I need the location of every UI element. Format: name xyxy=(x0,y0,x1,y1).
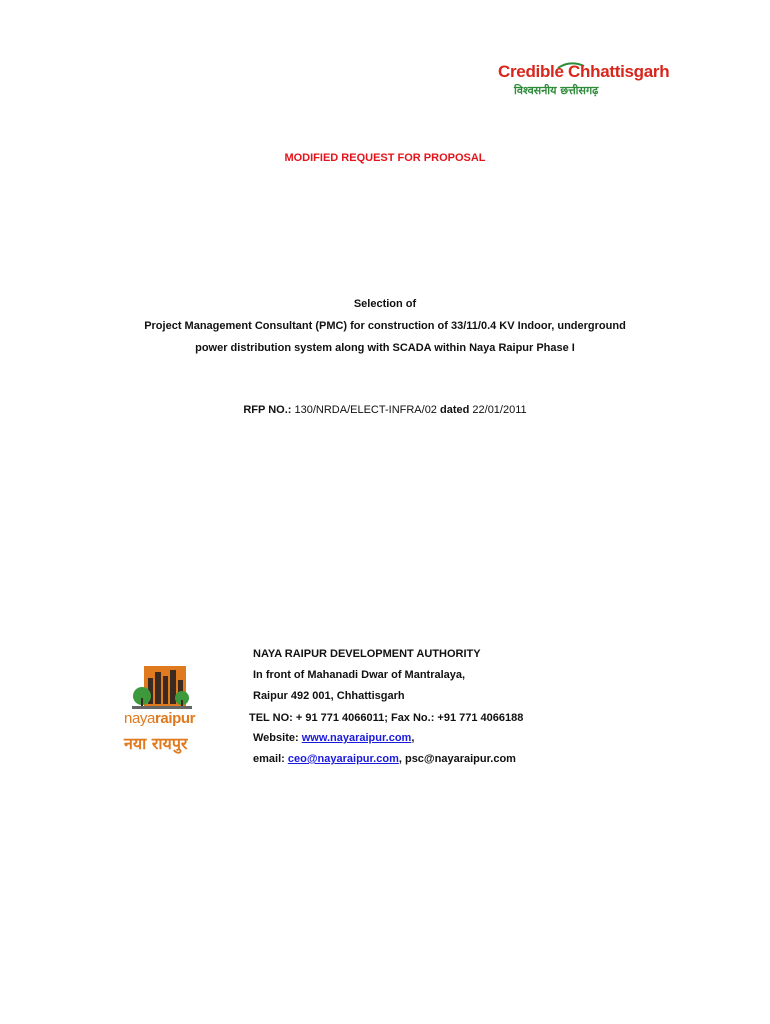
rfp-dated-label: dated xyxy=(440,404,470,416)
logo-hindi-text: विश्वसनीय छत्तीसगढ़ xyxy=(514,84,599,97)
logo-nayaraipur-text xyxy=(124,710,195,727)
logo-nayaraipur-hindi: नया रायपुर xyxy=(124,734,188,753)
authority-address-2: Raipur 492 001, Chhattisgarh xyxy=(253,690,405,702)
website-link[interactable]: www.nayaraipur.com xyxy=(301,732,412,744)
subject-line-1: Selection of xyxy=(353,298,417,310)
authority-name: NAYA RAIPUR DEVELOPMENT AUTHORITY xyxy=(253,648,481,660)
email-label: email: xyxy=(253,753,288,765)
website-label: Website: xyxy=(253,732,302,744)
rfp-label: RFP NO.: xyxy=(243,404,292,416)
email-psc: , psc@nayaraipur.com xyxy=(398,753,516,765)
website-suffix: , xyxy=(411,732,415,744)
logo-word-raipur: raipur xyxy=(154,710,196,727)
naya-raipur-logo xyxy=(124,664,194,758)
rfp-number: 130/NRDA/ELECT-INFRA/02 xyxy=(291,404,440,416)
document-title: MODIFIED REQUEST FOR PROPOSAL xyxy=(284,152,486,164)
logo-word-credible: Credible xyxy=(498,62,569,81)
logo-word-naya: naya xyxy=(124,710,155,727)
authority-address-1: In front of Mahanadi Dwar of Mantralaya, xyxy=(253,669,466,681)
authority-tel-fax: TEL NO: + 91 771 4066011; Fax No.: +91 771 4066188 xyxy=(249,712,524,724)
email-link-ceo[interactable]: ceo@nayaraipur.com xyxy=(287,753,399,765)
rfp-date: 22/01/2011 xyxy=(469,404,527,416)
city-skyline-icon xyxy=(132,664,192,710)
logo-word-chhattisgarh: Chhattisgarh xyxy=(568,62,670,81)
rfp-number-line xyxy=(0,404,770,416)
credible-chhattisgarh-logo xyxy=(498,62,670,104)
subject-line-2: Project Management Consultant (PMC) for construction of 33/11/0.4 KV Indoor, underground xyxy=(144,320,626,332)
authority-website-line xyxy=(253,732,414,744)
subject-line-3: power distribution system along with SCADA within Naya Raipur Phase I xyxy=(195,342,575,354)
authority-email-line xyxy=(253,753,516,765)
logo-english-text xyxy=(498,62,669,82)
